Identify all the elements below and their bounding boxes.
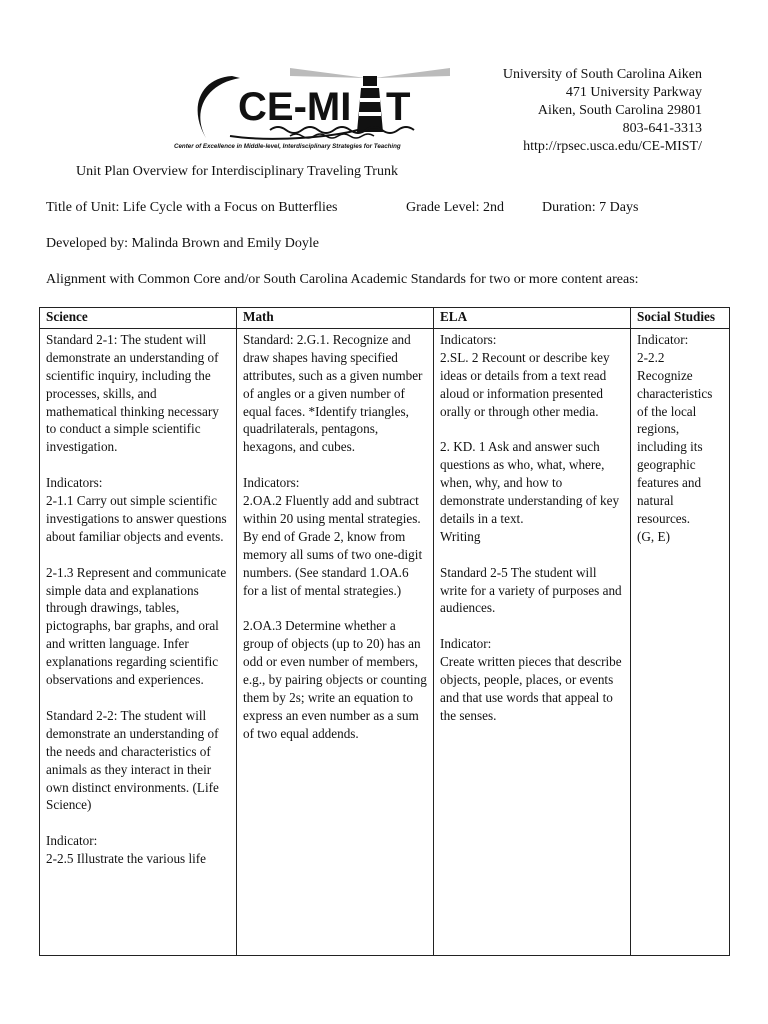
unit-meta-line [46,200,638,216]
grade-level: Grade Level: 2nd [406,200,504,215]
table-header-row [40,308,730,329]
address-block [503,66,702,156]
standard-paragraph: Indicators: 2.SL. 2 Recount or describe key ideas or details from a text read aloud or information presented orally or through other media. [440,331,610,419]
alignment-statement: Alignment with Common Core and/or South Carolina Academic Standards for two or more content areas: [46,272,639,287]
standard-paragraph: 2-1.3 Represent and communicate simple data and explanations through drawings, tables, pictographs, bar graphs, and oral and written language. Infer explanations regarding scientific observations and experiences. [46,564,227,688]
address-phone: 803-641-3313 [622,121,702,136]
column-heading-ela: ELA [434,308,631,329]
standard-paragraph: Standard: 2.G.1. Recognize and draw shapes having specified attributes, such as a given number of angles or a given number of equal faces. *Identify triangles, quadrilaterals, pentagons, hexagons, and cubes. [243,331,423,455]
duration: Duration: 7 Days [542,200,639,215]
science-content [46,331,230,953]
standard-paragraph: 2. KD. 1 Ask and answer such questions as who, what, where, when, why, and how to demonstrate understanding of key details in a text. Writing [440,439,620,544]
math-cell [237,328,434,955]
title-of-unit: Title of Unit: Life Cycle with a Focus on Butterflies [46,200,338,215]
social-studies-content [637,331,723,953]
standard-paragraph: Indicator: Create written pieces that describe objects, people, places, or events and that use words that appeal to the senses. [440,636,622,723]
standards-table [39,307,730,956]
standard-paragraph: Standard 2-5 The student will write for a variety of purposes and audiences. [440,564,622,616]
column-heading-social-studies: Social Studies [631,308,730,329]
social-studies-cell [631,328,730,955]
address-street: 471 University Parkway [565,85,702,100]
developed-by: Developed by: Malinda Brown and Emily Doyle [46,236,319,251]
standard-paragraph: Indicator: 2-2.5 Illustrate the various life [46,833,207,867]
address-university: University of South Carolina Aiken [502,67,702,82]
column-heading-math: Math [237,308,434,329]
logo-graphic [170,68,470,148]
table-body-row [40,328,730,955]
standard-paragraph: Indicator: 2-2.2 Recognize characteristics of the local regions, including its geographic features and natural resources. (G, E) [637,331,713,544]
svg-text:T: T [386,85,411,129]
ce-mist-logo [170,68,470,158]
logo-tagline: Center of Excellence in Middle-level, Interdisciplinary Strategies for Teaching [174,143,401,150]
standard-paragraph: Indicators: 2-1.1 Carry out simple scientific investigations to answer questions about familiar objects and events. [46,475,227,544]
logo-text: CE-MI [238,85,352,129]
math-content [243,331,427,953]
standard-paragraph: Standard 2-2: The student will demonstrate an understanding of the needs and characteristics of animals as they interact in their own distinct environments. (Life Science) [46,707,219,813]
address-url: http://rpsec.usca.edu/CE-MIST/ [523,139,702,154]
science-cell [40,328,237,955]
standard-paragraph: 2.OA.3 Determine whether a group of objects (up to 20) has an odd or even number of members, e.g., by pairing objects or counting them by 2s; write an equation to express an even number as a sum of two equal addends. [243,618,427,741]
address-city: Aiken, South Carolina 29801 [537,103,702,118]
standard-paragraph: Indicators: 2.OA.2 Fluently add and subtract within 20 using mental strategies. By end of Grade 2, know from memory all sums of two one-digit numbers. (See standard 1.OA.6 for a list of mental strategies.) [243,475,423,598]
ela-cell [434,328,631,955]
column-heading-science: Science [40,308,237,329]
ela-content [440,331,624,953]
standard-paragraph: Standard 2-1: The student will demonstrate an understanding of scientific inquiry, including the processes, skills, and mathematical thinking necessary to conduct a simple scientific investigation. [46,331,219,455]
unit-plan-title: Unit Plan Overview for Interdisciplinary Traveling Trunk [76,164,398,179]
